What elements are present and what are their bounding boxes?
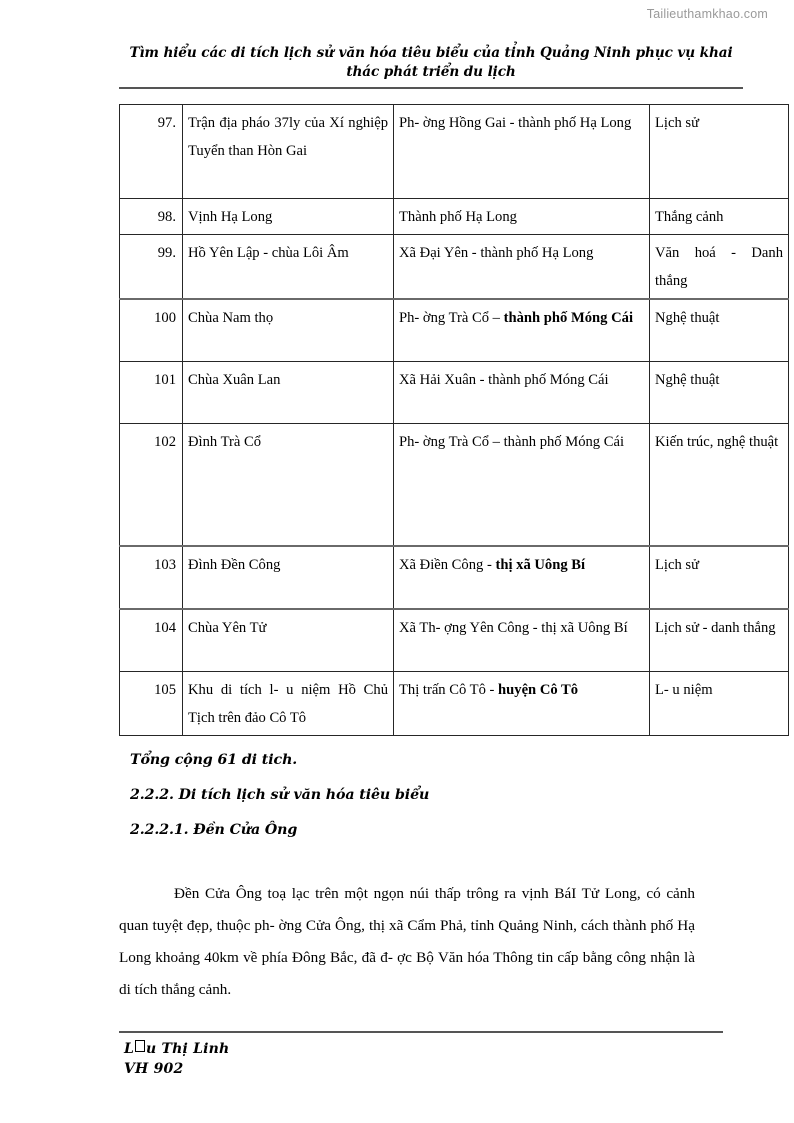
cell-site-name: Khu di tích l- u niệm Hồ Chủ Tịch trên đảo Cô Tô xyxy=(183,672,394,736)
cell-address: Ph- ờng Hồng Gai - thành phố Hạ Long xyxy=(394,105,650,199)
cell-index: 99. xyxy=(120,235,183,300)
address-emphasis: huyện Cô Tô xyxy=(498,682,579,698)
header-title-line-1: Tìm hiểu các di tích lịch sử văn hóa tiêu biểu của tỉnh Quảng Ninh phục vụ khai xyxy=(129,45,733,61)
cell-category: Nghệ thuật xyxy=(650,299,789,362)
footer-author-suffix: u Thị Linh xyxy=(146,1041,230,1057)
cell-address: Xã Th- ợng Yên Công - thị xã Uông Bí xyxy=(394,609,650,672)
footer-author-name xyxy=(124,1040,229,1059)
address-emphasis: thành phố Móng Cái xyxy=(503,310,633,326)
cell-index: 103 xyxy=(120,546,183,609)
table-row xyxy=(120,546,789,609)
heritage-sites-table xyxy=(119,104,789,736)
cell-index: 101 xyxy=(120,362,183,424)
body-paragraph: Đền Cửa Ông toạ lạc trên một ngọn núi thấp trông ra vịnh BáI Tử Long, có cảnh quan tuyệt đẹp, thuộc ph- ờng Cửa Ông, thị xã Cẩm Phả, tỉnh Quảng Ninh, cách thành phố Hạ Long khoảng 40km về phía Đông Bắc, đã đ- ợc Bộ Văn hóa Thông tin cấp bằng công nhận là di tích thắng cảnh. xyxy=(119,885,695,998)
cell-category: Kiến trúc, nghệ thuật xyxy=(650,424,789,547)
heading-2-2-2-1: 2.2.2.1. Đền Cửa Ông xyxy=(130,822,298,838)
cell-site-name: Chùa Xuân Lan xyxy=(183,362,394,424)
table-row xyxy=(120,235,789,300)
table-row xyxy=(120,299,789,362)
table-row xyxy=(120,609,789,672)
table-body xyxy=(120,105,789,736)
heading-2-2-2: 2.2.2. Di tích lịch sử văn hóa tiêu biểu xyxy=(130,787,430,803)
cell-site-name: Trận địa pháo 37ly của Xí nghiệp Tuyển than Hòn Gai xyxy=(183,105,394,199)
watermark-text: Tailieuthamkhao.com xyxy=(646,7,768,21)
cell-index: 104 xyxy=(120,609,183,672)
header-divider-rule xyxy=(119,87,743,89)
address-plain: Thị trấn Cô Tô - xyxy=(399,682,499,698)
address-plain: Ph- ờng Trà Cổ – xyxy=(399,310,504,326)
table-row xyxy=(120,672,789,736)
total-count-line: Tổng cộng 61 di tich. xyxy=(130,752,298,768)
cell-site-name: Vịnh Hạ Long xyxy=(183,199,394,235)
cell-site-name: Chùa Yên Tử xyxy=(183,609,394,672)
cell-address: Xã Hải Xuân - thành phố Móng Cái xyxy=(394,362,650,424)
missing-glyph-box xyxy=(135,1040,145,1052)
cell-category: Lịch sử xyxy=(650,105,789,199)
running-header xyxy=(119,44,743,82)
cell-category: Văn hoá - Danh thắng xyxy=(650,235,789,300)
footer-divider-rule xyxy=(119,1031,723,1033)
footer-class-code: VH 902 xyxy=(124,1061,184,1077)
table-row xyxy=(120,105,789,199)
table-row xyxy=(120,424,789,547)
address-plain: Xã Điền Công - xyxy=(399,557,496,573)
cell-index: 100 xyxy=(120,299,183,362)
cell-index: 98. xyxy=(120,199,183,235)
post-table-headings xyxy=(130,752,696,857)
table-row xyxy=(120,362,789,424)
cell-site-name: Đình Đền Công xyxy=(183,546,394,609)
cell-address xyxy=(394,299,650,362)
cell-index: 102 xyxy=(120,424,183,547)
table-row xyxy=(120,199,789,235)
cell-address xyxy=(394,546,650,609)
cell-category: Lịch sử - danh thắng xyxy=(650,609,789,672)
address-emphasis: thị xã Uông Bí xyxy=(495,557,586,573)
cell-address xyxy=(394,672,650,736)
cell-category: Thắng cảnh xyxy=(650,199,789,235)
footer-author-prefix: L xyxy=(124,1041,135,1057)
cell-index: 105 xyxy=(120,672,183,736)
cell-site-name: Hồ Yên Lập - chùa Lôi Âm xyxy=(183,235,394,300)
cell-address: Thành phố Hạ Long xyxy=(394,199,650,235)
cell-site-name: Đình Trà Cổ xyxy=(183,424,394,547)
cell-category: L- u niệm xyxy=(650,672,789,736)
header-title-line-2: thác phát triển du lịch xyxy=(346,64,516,80)
cell-index: 97. xyxy=(120,105,183,199)
cell-address: Xã Đại Yên - thành phố Hạ Long xyxy=(394,235,650,300)
cell-address: Ph- ờng Trà Cổ – thành phố Móng Cái xyxy=(394,424,650,547)
cell-site-name: Chùa Nam thọ xyxy=(183,299,394,362)
cell-category: Lịch sử xyxy=(650,546,789,609)
cell-category: Nghệ thuật xyxy=(650,362,789,424)
